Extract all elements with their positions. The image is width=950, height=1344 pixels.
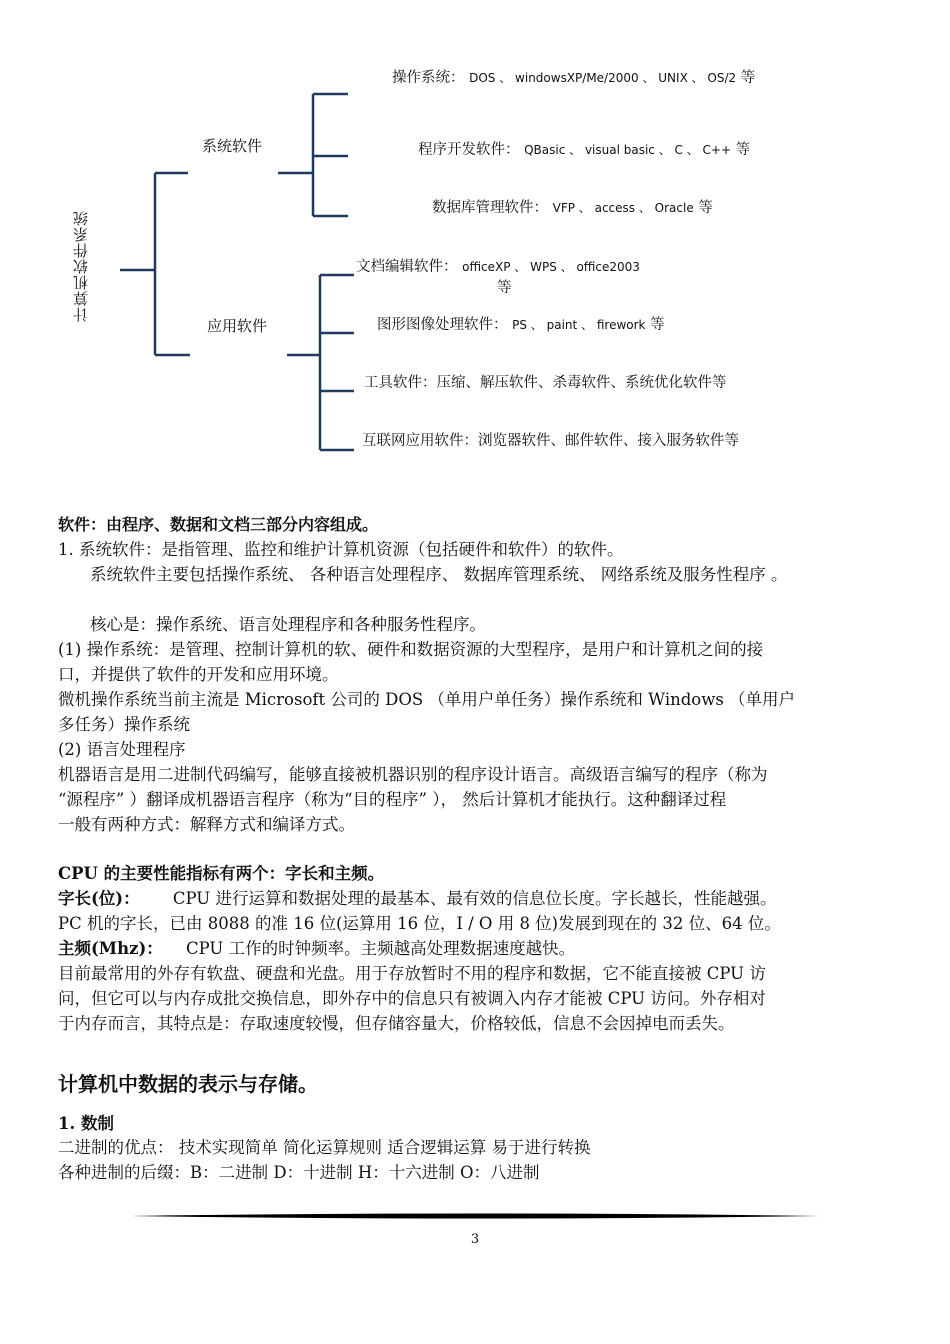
frequency-line xyxy=(58,937,575,962)
base-suffixes: 各种进制的后缀：B：二进制 D：十进制 H：十六进制 O：八进制 xyxy=(58,1163,540,1182)
tree-leaf-db: 数据库管理软件： VFP 、 access 、 Oracle 等 xyxy=(432,200,713,216)
word-length-line xyxy=(58,887,776,912)
system-software-label: 系统软件 xyxy=(202,137,263,155)
tree-leaf-graphics: 图形图像处理软件： PS 、 paint 、 firework 等 xyxy=(377,317,665,333)
os-line-3: 微机操作系统当前主流是 Microsoft 公司的 DOS （单用户单任务）操作系统和 Windows （单用户 xyxy=(58,690,796,709)
lang-line-3: 一般有两种方式：解释方式和编译方式。 xyxy=(58,815,355,834)
frequency-label: 主频(Mhz)： xyxy=(58,939,163,958)
number-system-title: 1. 数制 xyxy=(58,1114,114,1133)
lang-line-2: “源程序” ）翻译成机器语言程序（称为“目的程序” ）， 然后计算机才能执行。这种翻译过程 xyxy=(58,790,727,809)
tree-leaf-internet: 互联网应用软件：浏览器软件、邮件软件、接入服务软件等 xyxy=(362,433,739,449)
page-number: 3 xyxy=(470,1232,480,1247)
pc-word-line: PC 机的字长，已由 8088 的准 16 位(运算用 16 位，I / O 用 8 位)发展到现在的 32 位、64 位。 xyxy=(58,914,781,933)
cpu-title: CPU 的主要性能指标有两个：字长和主频。 xyxy=(58,864,385,883)
frequency-text: CPU 工作的时钟频率。主频越高处理数据速度越快。 xyxy=(186,939,576,958)
core-line: 核心是：操作系统、语言处理程序和各种服务性程序。 xyxy=(90,615,486,634)
storage-line-3: 于内存而言，其特点是：存取速度较慢，但存储容量大，价格较低，信息不会因掉电而丢失。 xyxy=(58,1014,735,1033)
storage-line-1: 目前最常用的外存有软盘、硬盘和光盘。用于存放暂时不用的程序和数据，它不能直接被 CPU 访 xyxy=(58,964,766,983)
os-line-1: (1) 操作系统：是管理、控制计算机的软、硬件和数据资源的大型程序，是用户和计算机之间的接 xyxy=(58,640,764,659)
lang-title: (2) 语言处理程序 xyxy=(58,740,186,759)
lang-line-1: 机器语言是用二进制代码编写，能够直接被机器识别的程序设计语言。高级语言编写的程序（称为 xyxy=(58,765,768,784)
item1-detail: 系统软件主要包括操作系统、 各种语言处理程序、 数据库管理系统、 网络系统及服务性程序 。 xyxy=(90,565,788,584)
os-line-4: 多任务）操作系统 xyxy=(58,715,190,734)
word-length-label: 字长(位)： xyxy=(58,889,140,908)
word-length-text: CPU 进行运算和数据处理的最基本、最有效的信息位长度。字长越长，性能越强。 xyxy=(172,889,777,908)
tree-root-label: 计算机软件系统 xyxy=(72,210,90,322)
section-title: 计算机中数据的表示与存储。 xyxy=(58,1072,318,1096)
tree-leaf-dev: 程序开发软件： QBasic 、 visual basic 、 C 、 C++ 等 xyxy=(418,142,751,158)
os-line-2: 口，并提供了软件的开发和应用环境。 xyxy=(58,665,339,684)
storage-line-2: 问，但它可以与内存成批交换信息，即外存中的信息只有被调入内存才能被 CPU 访问。外存相对 xyxy=(58,989,766,1008)
tree-leaf-tools: 工具软件：压缩、解压软件、杀毒软件、系统优化软件等 xyxy=(364,375,727,391)
item1-system-software: 1. 系统软件：是指管理、监控和维护计算机资源（包括硬件和软件）的软件。 xyxy=(58,540,624,559)
tree-leaf-os: 操作系统： DOS 、 windowsXP/Me/2000 、 UNIX 、 OS/2 等 xyxy=(392,70,756,86)
tree-leaf-doc: 文档编辑软件： officeXP 、 WPS 、 office2003 xyxy=(356,259,640,275)
software-definition: 软件：由程序、数据和文档三部分内容组成。 xyxy=(58,515,379,534)
application-software-label: 应用软件 xyxy=(207,317,268,335)
binary-advantages: 二进制的优点： 技术实现简单 简化运算规则 适合逻辑运算 易于进行转换 xyxy=(58,1138,591,1157)
footer-divider xyxy=(130,1212,820,1220)
tree-leaf-doc-suffix: 等 xyxy=(497,280,512,296)
